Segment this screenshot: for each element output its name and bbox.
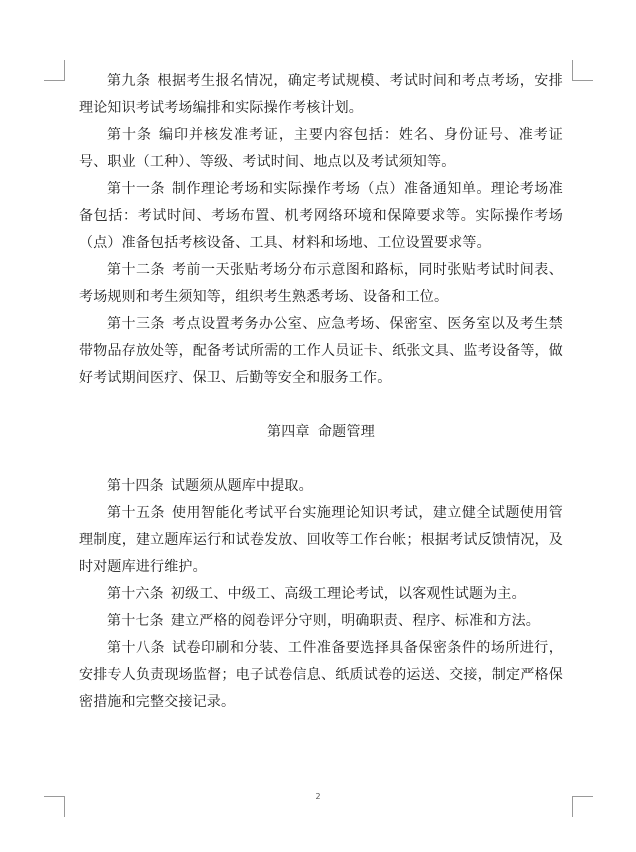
chapter-number: 第四章 [266, 424, 310, 440]
article-text: 试卷印刷和分装、工件准备要选择具备保密条件的场所进行，安排专人负责现场监督；电子试卷信息、纸质试卷的运送、交接，制定严格保密措施和完整交接记录。 [79, 640, 563, 710]
chapter-heading [79, 419, 563, 446]
article-text: 试题须从题库中提取。 [170, 478, 313, 494]
article-text: 使用智能化考试平台实施理论知识考试，建立健全试题使用管理制度，建立题库运行和试卷发放、回收等工作台帐；根据考试反馈情况，及时对题库进行维护。 [79, 505, 563, 575]
article-number: 第十七条 [107, 613, 164, 629]
article-number: 第九条 [107, 73, 151, 89]
crop-mark-top-right [572, 60, 593, 81]
article-number: 第十五条 [107, 505, 165, 521]
article-number: 第十四条 [107, 478, 164, 494]
article-17 [79, 608, 563, 635]
article-13 [79, 311, 563, 392]
article-12 [79, 257, 563, 311]
document-body [79, 68, 563, 716]
article-number: 第十三条 [107, 316, 165, 332]
crop-mark-top-left [44, 60, 65, 81]
article-number: 第十二条 [107, 262, 165, 278]
article-text: 建立严格的阅卷评分守则，明确职责、程序、标准和方法。 [170, 613, 541, 629]
article-10 [79, 122, 563, 176]
article-text: 制作理论考场和实际操作考场（点）准备通知单。理论考场准备包括：考试时间、考场布置、机考网络环境和保障要求等。实际操作考场（点）准备包括考核设备、工具、材料和场地、工位设置要求等。 [79, 181, 563, 251]
article-text: 编印并核发准考证，主要内容包括：姓名、身份证号、准考证号、职业（工种）、等级、考试时间、地点以及考试须知等。 [79, 127, 563, 170]
article-16 [79, 581, 563, 608]
article-number: 第十八条 [107, 640, 165, 656]
chapter-title: 命题管理 [317, 424, 376, 440]
page-number: 2 [315, 792, 321, 801]
article-9 [79, 68, 563, 122]
article-text: 初级工、中级工、高级工理论考试，以客观性试题为主。 [170, 586, 526, 602]
article-number: 第十条 [107, 127, 152, 143]
article-11 [79, 176, 563, 257]
article-18 [79, 635, 563, 716]
article-number: 第十六条 [107, 586, 164, 602]
article-15 [79, 500, 563, 581]
article-number: 第十一条 [107, 181, 165, 197]
article-text: 考点设置考务办公室、应急考场、保密室、医务室以及考生禁带物品存放处等，配备考试所需的工作人员证卡、纸张文具、监考设备等，做好考试期间医疗、保卫、后勤等安全和服务工作。 [79, 316, 563, 386]
article-text: 考前一天张贴考场分布示意图和路标，同时张贴考试时间表、考场规则和考生须知等，组织考生熟悉考场、设备和工位。 [79, 262, 563, 305]
article-14 [79, 473, 563, 500]
article-text: 根据考生报名情况，确定考试规模、考试时间和考点考场，安排理论知识考试考场编排和实际操作考核计划。 [79, 73, 563, 116]
